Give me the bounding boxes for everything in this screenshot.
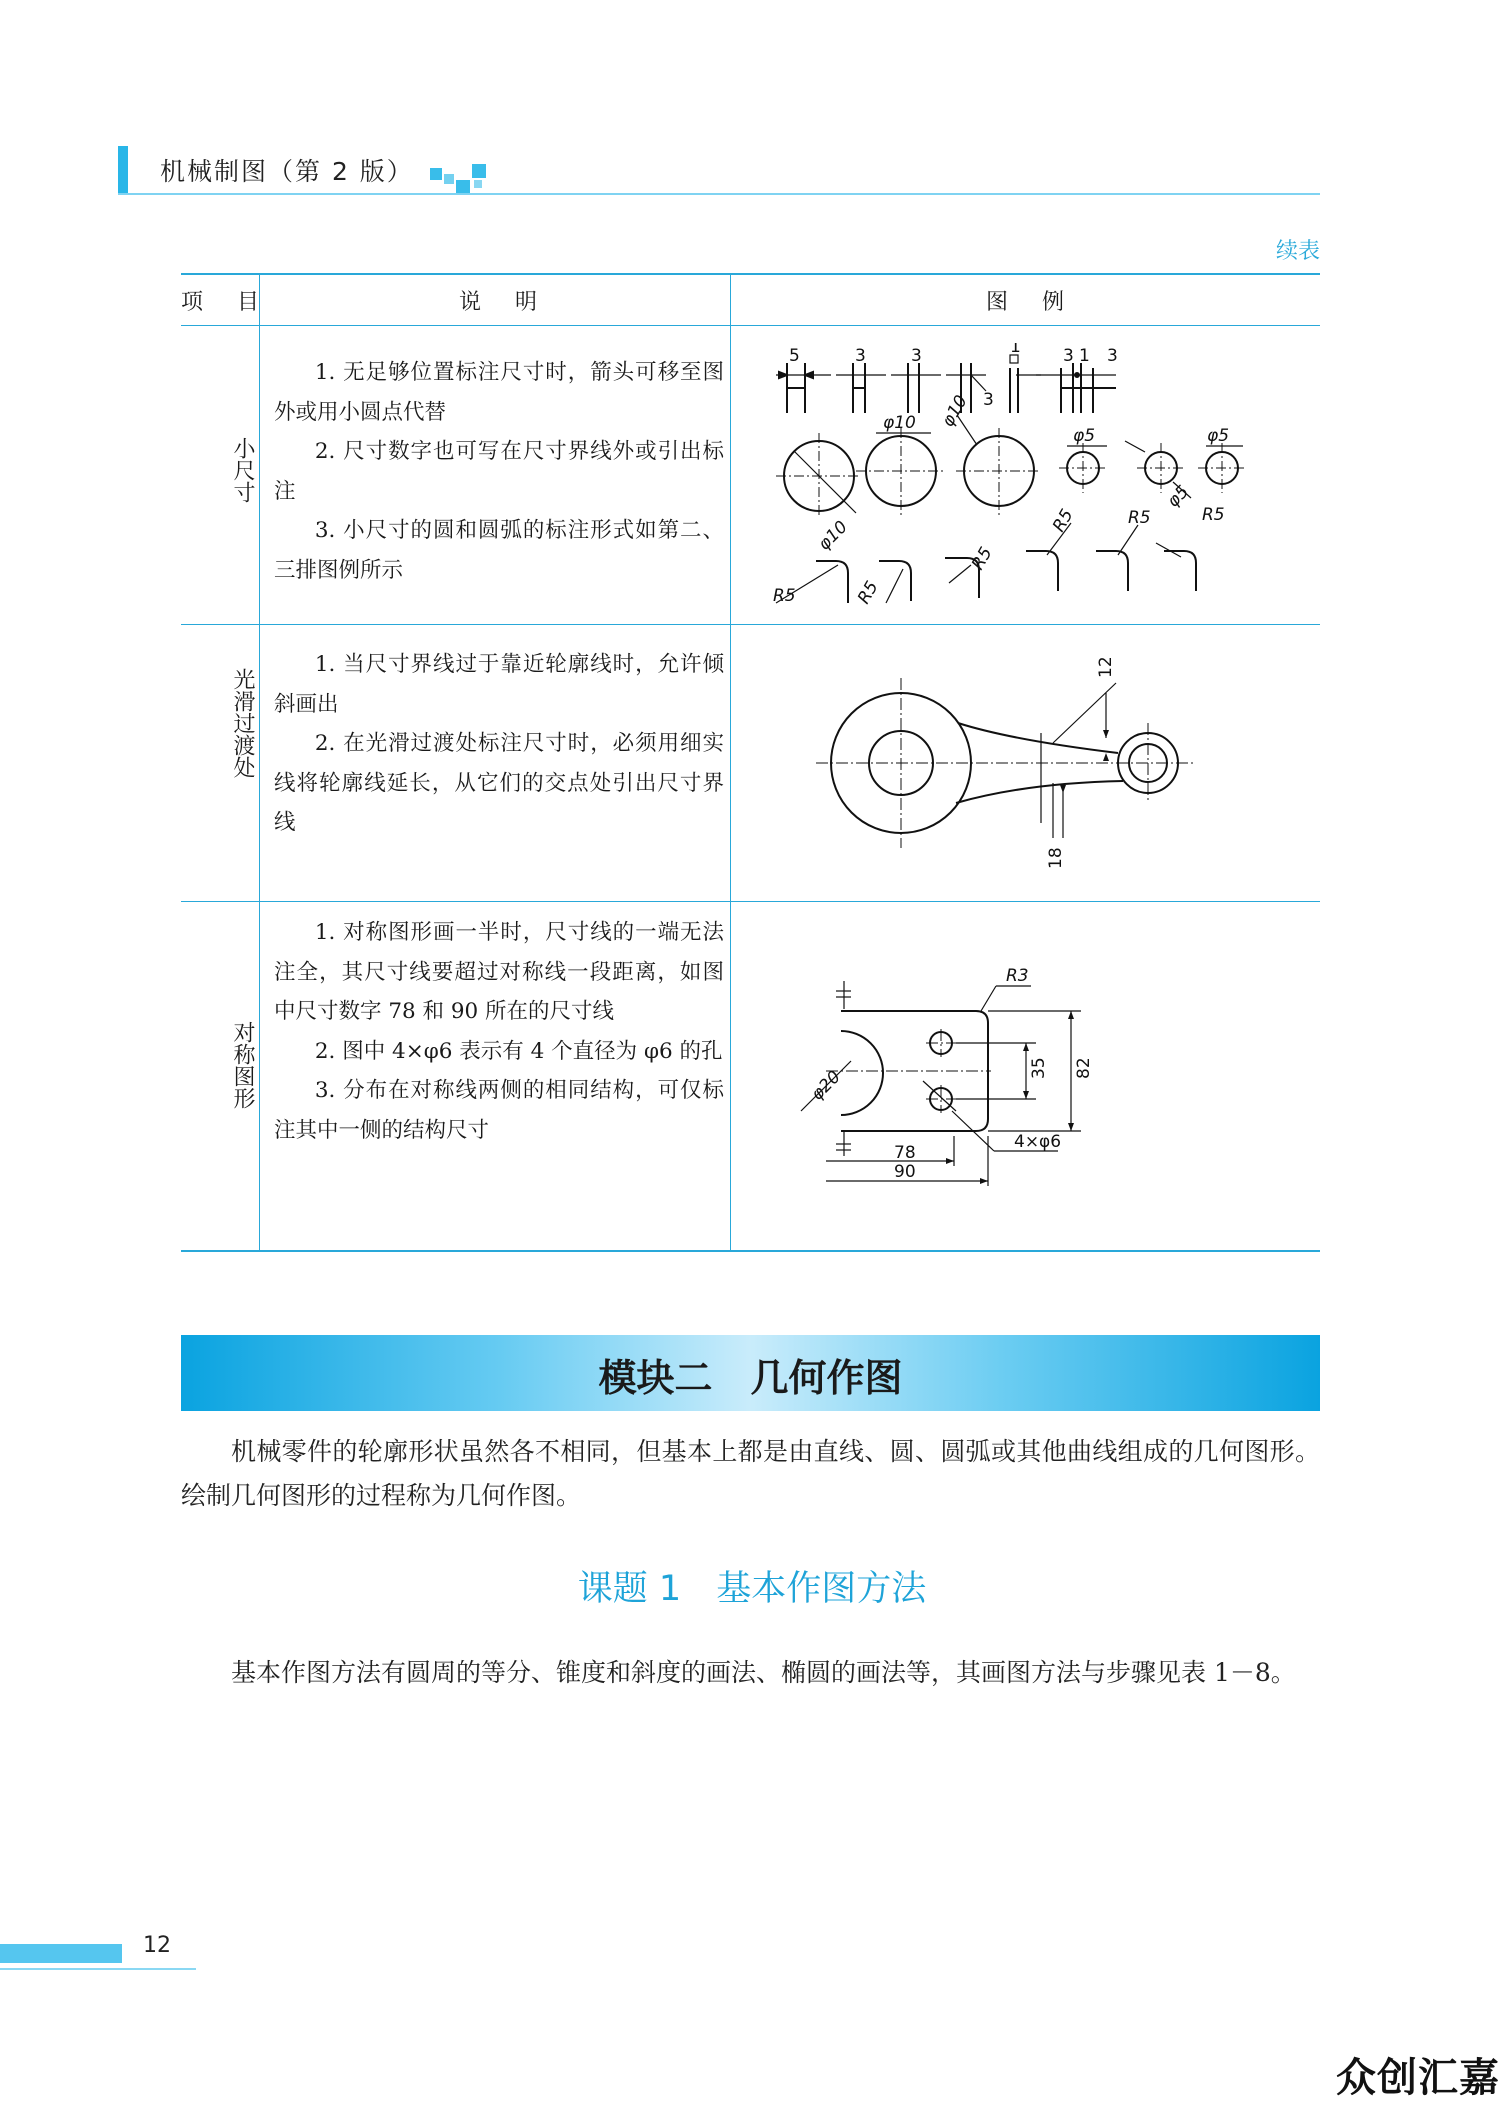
header-accent-bar — [118, 146, 128, 194]
symmetric-figure — [796, 951, 1276, 1236]
row-item-label: 对称图形 — [230, 1021, 255, 1109]
row-item-label: 光滑过渡处 — [230, 668, 255, 778]
table-bottom-rule — [181, 1250, 1320, 1252]
dim-text: φ5 — [1207, 426, 1230, 446]
module-title: 模块二 几何作图 — [598, 1355, 903, 1400]
column-header-example: 图 例 — [986, 290, 1071, 315]
dim-text: φ10 — [883, 413, 916, 433]
column-header-description: 说 明 — [459, 290, 544, 315]
module-intro — [181, 1430, 1320, 1518]
dim-text: 18 — [1046, 847, 1066, 869]
description-paragraph: 1. 当尺寸界线过于靠近轮廓线时，允许倾斜画出 — [274, 652, 724, 717]
watermark: 众创汇嘉 — [1336, 2055, 1500, 2101]
column-divider — [259, 273, 260, 1252]
book-title: 机械制图（第 2 版） — [160, 157, 414, 186]
dim-text: R5 — [854, 577, 883, 608]
smooth-transition-figure — [811, 633, 1271, 893]
table-row-rule — [181, 901, 1320, 902]
table-row-rule — [181, 624, 1320, 625]
description-paragraph: 1. 无足够位置标注尺寸时，箭头可移至图外或用小圆点代替 — [274, 360, 724, 425]
description-paragraph: 2. 尺寸数字也可写在尺寸界线外或引出标注 — [274, 439, 724, 504]
footer-rule — [0, 1968, 196, 1970]
module-intro-text: 机械零件的轮廓形状虽然各不相同，但基本上都是由直线、圆、圆弧或其他曲线组成的几何图形。绘制几何图形的过程称为几何作图。 — [181, 1437, 1320, 1510]
dimensioning-table — [181, 273, 1320, 1253]
description-paragraph: 3. 分布在对称线两侧的相同结构，可仅标注其中一侧的结构尺寸 — [274, 1078, 724, 1143]
dim-text: 78 — [894, 1143, 916, 1163]
row-item-label: 小尺寸 — [230, 437, 255, 503]
dim-text: 35 — [1029, 1057, 1049, 1079]
dim-text: 4×φ6 — [1014, 1132, 1062, 1152]
small-dimensions-figure — [761, 343, 1281, 613]
dim-text: 3 — [855, 346, 866, 366]
lesson-body — [181, 1651, 1320, 1695]
dim-text: 90 — [894, 1162, 916, 1182]
dim-text: R5 — [968, 543, 997, 574]
dim-text: φ10 — [938, 392, 972, 431]
dim-text: R5 — [773, 586, 796, 606]
dim-text: 3 — [983, 390, 994, 410]
dim-text: R5 — [1202, 505, 1225, 525]
column-divider — [730, 273, 731, 1252]
dim-text: φ5 — [1073, 426, 1096, 446]
dim-text: 1 — [1079, 346, 1090, 366]
page-number: 12 — [143, 1933, 171, 1958]
circle-dim-numbers — [814, 392, 1229, 554]
dim-text: 12 — [1096, 656, 1116, 678]
description-paragraph: 3. 小尺寸的圆和圆弧的标注形式如第二、三排图例所示 — [274, 518, 724, 583]
row-description — [274, 353, 724, 590]
lesson-text: 基本作图方法有圆周的等分、锥度和斜度的画法、椭圆的画法等，其画图方法与步骤见表 1－8。 — [231, 1658, 1296, 1687]
lesson-title: 课题 1 基本作图方法 — [577, 1569, 927, 1609]
continued-table-label: 续表 — [1275, 239, 1320, 264]
row-description — [274, 645, 724, 843]
footer-accent-bar — [0, 1944, 122, 1963]
header-rule — [118, 193, 1320, 195]
header-decoration — [430, 160, 490, 194]
dim-text: R3 — [1006, 966, 1029, 986]
dim-text: 5 — [789, 346, 800, 366]
dim-text: R5 — [1049, 505, 1078, 536]
column-header-item: 项 目 — [181, 290, 266, 315]
dim-text: 3 — [1063, 346, 1074, 366]
dim-text: φ5 — [1163, 481, 1194, 512]
description-paragraph: 2. 在光滑过渡处标注尺寸时，必须用细实线将轮廓线延长，从它们的交点处引出尺寸界线 — [274, 731, 724, 835]
dim-text: 1 — [1010, 343, 1021, 357]
table-top-rule — [181, 273, 1320, 275]
dim-text: 3 — [1107, 346, 1118, 366]
dim-text: 82 — [1074, 1057, 1094, 1079]
dim-text: φ20 — [807, 1067, 845, 1105]
description-paragraph: 2. 图中 4×φ6 表示有 4 个直径为 φ6 的孔 — [314, 1038, 723, 1064]
module-banner — [181, 1335, 1320, 1411]
dim-text: 3 — [911, 346, 922, 366]
dim-text: φ10 — [814, 517, 852, 555]
description-paragraph: 1. 对称图形画一半时，尺寸线的一端无法注全，其尺寸线要超过对称线一段距离，如图中尺寸数字 78 和 90 所在的尺寸线 — [274, 920, 724, 1024]
row-description — [274, 913, 724, 1150]
table-header-rule — [181, 325, 1320, 326]
dim-text: R5 — [1128, 508, 1151, 528]
